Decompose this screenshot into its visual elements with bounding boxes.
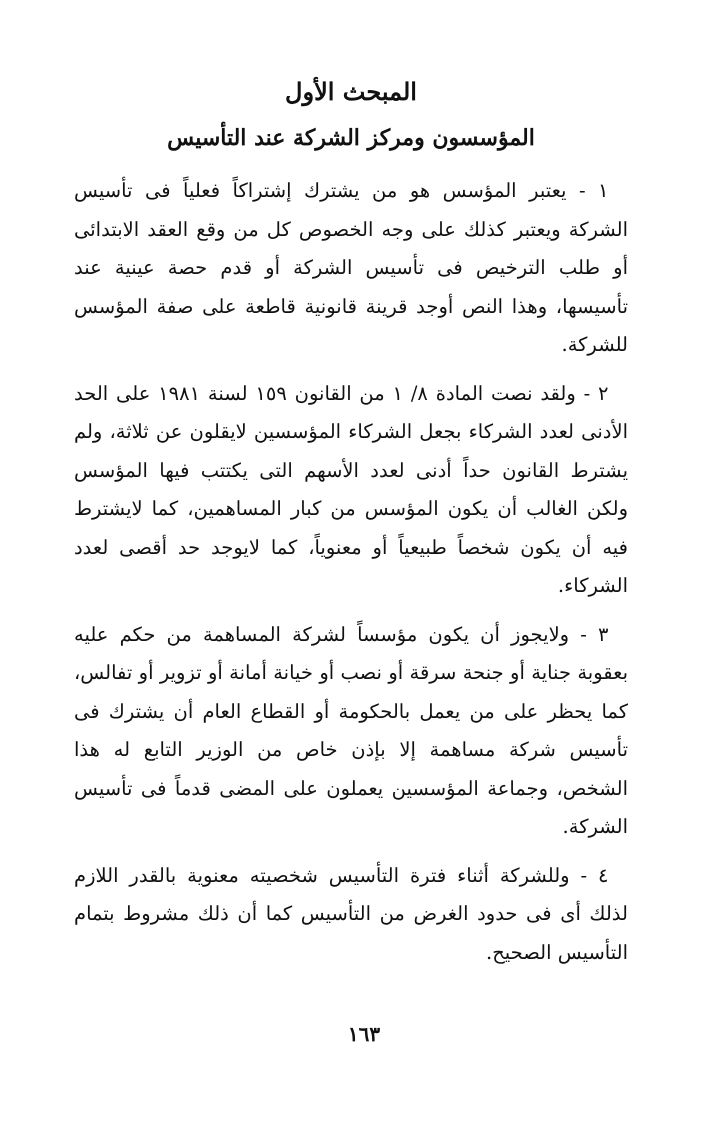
paragraph-number: ٣ - <box>580 622 609 646</box>
paragraph-3 <box>74 616 628 847</box>
paragraph-number: ٤ - <box>580 863 609 887</box>
paragraph-text: ولايجوز أن يكون مؤسساً لشركة المساهمة من حكم عليه بعقوبة جناية أو جنحة سرقة أو نصب أو خيانة أمانة أو تزوير أو تفالس، كما يحظر على من يعمل بالحكومة أو القطاع العام أن يشترك فى تأسيس شركة مساهمة إلا بإذن خاص من الوزير التابع له هذا الشخص، وجماعة المؤسسين يعملون على المضى قدماً فى تأسيس الشركة. <box>74 622 628 838</box>
document-page <box>74 70 628 982</box>
paragraph-text: ولقد نصت المادة ٨/ ١ من القانون ١٥٩ لسنة ١٩٨١ على الحد الأدنى لعدد الشركاء بجعل الشركاء المؤسسين لايقلون عن ثلاثة، ولم يشترط القانون حداً أدنى لعدد الأسهم التى يكتتب فيها المؤسس ولكن الغالب أن يكون المؤسس من كبار المساهمين، كما لايشترط فيه أن يكون شخصاً طبيعياً أو معنوياً، كما لايوجد حد أقصى لعدد الشركاء. <box>74 381 628 597</box>
section-title: المبحث الأول <box>285 77 417 106</box>
paragraph-2 <box>74 375 628 606</box>
paragraph-number: ٢ - <box>583 381 609 405</box>
paragraph-text: يعتبر المؤسس هو من يشترك إشتراكاً فعلياً فى تأسيس الشركة ويعتبر كذلك على وجه الخصوص كل من وقع العقد الابتدائى أو طلب الترخيص فى تأسيس الشركة أو قدم حصة عينية عند تأسيسها، وهذا النص أوجد قرينة قانونية قاطعة على صفة المؤسس للشركة. <box>74 179 628 356</box>
page-number: ١٦٣ <box>347 1022 381 1046</box>
paragraph-text: وللشركة أثناء فترة التأسيس شخصيته معنوية بالقدر اللازم لذلك أى فى حدود الغرض من التأسيس كما أن ذلك مشروط بتمام التأسيس الصحيح. <box>74 863 628 964</box>
paragraph-number: ١ - <box>578 179 609 202</box>
paragraph-4 <box>74 857 628 973</box>
section-subtitle: المؤسسون ومركز الشركة عند التأسيس <box>167 125 535 151</box>
paragraph-1 <box>74 172 628 365</box>
